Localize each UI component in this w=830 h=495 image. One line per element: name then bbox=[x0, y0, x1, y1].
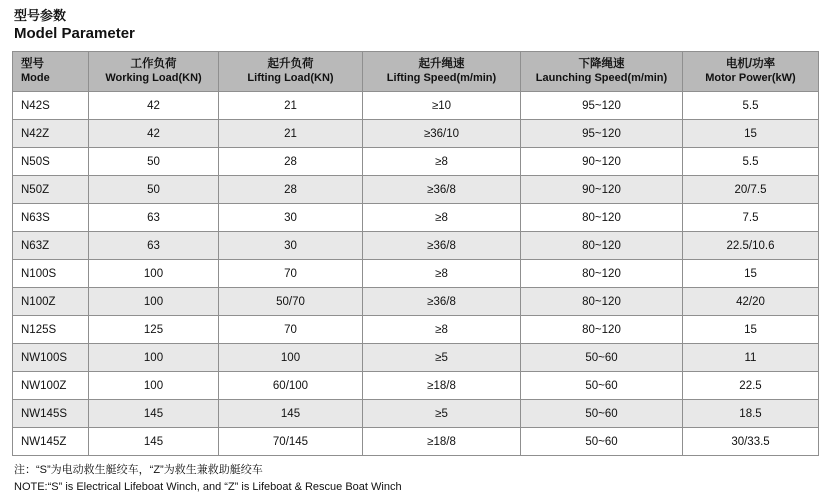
cell-lifting-load: 100 bbox=[219, 344, 363, 372]
cell-lifting-speed: ≥8 bbox=[363, 260, 521, 288]
cell-lifting-load: 28 bbox=[219, 176, 363, 204]
column-header-launching-speed-cn: 下降绳速 bbox=[578, 58, 625, 70]
cell-launching-speed: 90~120 bbox=[521, 176, 683, 204]
cell-model: N100Z bbox=[13, 288, 89, 316]
cell-motor-power: 7.5 bbox=[683, 204, 819, 232]
cell-launching-speed: 80~120 bbox=[521, 316, 683, 344]
column-header-lifting-load-cn: 起升负荷 bbox=[267, 58, 314, 70]
cell-motor-power: 5.5 bbox=[683, 148, 819, 176]
cell-lifting-speed: ≥36/8 bbox=[363, 176, 521, 204]
cell-motor-power: 42/20 bbox=[683, 288, 819, 316]
column-header-launching-speed bbox=[521, 52, 683, 92]
cell-motor-power: 18.5 bbox=[683, 400, 819, 428]
cell-lifting-load: 30 bbox=[219, 204, 363, 232]
column-header-motor-power-cn: 电机/功率 bbox=[725, 58, 776, 70]
cell-model: N125S bbox=[13, 316, 89, 344]
cell-launching-speed: 80~120 bbox=[521, 260, 683, 288]
page-title bbox=[14, 8, 818, 43]
cell-working-load: 100 bbox=[89, 344, 219, 372]
model-parameter-table bbox=[12, 51, 819, 456]
cell-working-load: 50 bbox=[89, 176, 219, 204]
table-row bbox=[13, 120, 819, 148]
table-header bbox=[13, 52, 819, 92]
cell-lifting-load: 30 bbox=[219, 232, 363, 260]
table-row bbox=[13, 372, 819, 400]
cell-model: NW145S bbox=[13, 400, 89, 428]
cell-lifting-speed: ≥8 bbox=[363, 148, 521, 176]
table-row bbox=[13, 316, 819, 344]
cell-motor-power: 20/7.5 bbox=[683, 176, 819, 204]
cell-working-load: 50 bbox=[89, 148, 219, 176]
column-header-working-load bbox=[89, 52, 219, 92]
cell-launching-speed: 95~120 bbox=[521, 92, 683, 120]
column-header-lifting-speed-en: Lifting Speed(m/min) bbox=[386, 72, 497, 84]
cell-working-load: 42 bbox=[89, 120, 219, 148]
table-row bbox=[13, 288, 819, 316]
cell-motor-power: 15 bbox=[683, 260, 819, 288]
cell-model: N42Z bbox=[13, 120, 89, 148]
cell-motor-power: 22.5/10.6 bbox=[683, 232, 819, 260]
cell-motor-power: 30/33.5 bbox=[683, 428, 819, 456]
cell-lifting-load: 145 bbox=[219, 400, 363, 428]
column-header-model bbox=[13, 52, 89, 92]
cell-motor-power: 11 bbox=[683, 344, 819, 372]
cell-lifting-speed: ≥36/8 bbox=[363, 232, 521, 260]
table-row bbox=[13, 148, 819, 176]
cell-model: NW145Z bbox=[13, 428, 89, 456]
column-header-launching-speed-en: Launching Speed(m/min) bbox=[535, 72, 668, 84]
cell-lifting-load: 28 bbox=[219, 148, 363, 176]
note-cn: 注：“S”为电动救生艇绞车，“Z”为救生兼救助艇绞车 bbox=[14, 464, 263, 476]
column-header-model-cn: 型号 bbox=[21, 58, 44, 70]
cell-lifting-speed: ≥36/8 bbox=[363, 288, 521, 316]
table-row bbox=[13, 400, 819, 428]
cell-launching-speed: 50~60 bbox=[521, 400, 683, 428]
cell-motor-power: 22.5 bbox=[683, 372, 819, 400]
cell-lifting-load: 60/100 bbox=[219, 372, 363, 400]
cell-motor-power: 15 bbox=[683, 316, 819, 344]
page-title-cn: 型号参数 bbox=[14, 8, 67, 23]
cell-launching-speed: 80~120 bbox=[521, 288, 683, 316]
cell-lifting-speed: ≥36/10 bbox=[363, 120, 521, 148]
cell-launching-speed: 50~60 bbox=[521, 372, 683, 400]
cell-motor-power: 5.5 bbox=[683, 92, 819, 120]
cell-model: NW100S bbox=[13, 344, 89, 372]
cell-lifting-load: 21 bbox=[219, 120, 363, 148]
cell-launching-speed: 50~60 bbox=[521, 428, 683, 456]
cell-lifting-speed: ≥5 bbox=[363, 400, 521, 428]
cell-working-load: 63 bbox=[89, 204, 219, 232]
cell-lifting-load: 70/145 bbox=[219, 428, 363, 456]
page-title-en: Model Parameter bbox=[14, 25, 135, 42]
cell-lifting-speed: ≥8 bbox=[363, 204, 521, 232]
cell-lifting-load: 21 bbox=[219, 92, 363, 120]
cell-model: NW100Z bbox=[13, 372, 89, 400]
cell-model: N100S bbox=[13, 260, 89, 288]
table-header-row bbox=[13, 52, 819, 92]
column-header-lifting-speed-cn: 起升绳速 bbox=[418, 58, 465, 70]
table-notes bbox=[14, 463, 818, 495]
cell-working-load: 63 bbox=[89, 232, 219, 260]
column-header-model-en: Mode bbox=[21, 72, 50, 84]
table-row bbox=[13, 204, 819, 232]
cell-lifting-speed: ≥10 bbox=[363, 92, 521, 120]
column-header-lifting-speed bbox=[363, 52, 521, 92]
cell-working-load: 145 bbox=[89, 400, 219, 428]
cell-launching-speed: 80~120 bbox=[521, 232, 683, 260]
table-body bbox=[13, 92, 819, 456]
table-row bbox=[13, 232, 819, 260]
column-header-working-load-en: Working Load(KN) bbox=[105, 72, 202, 84]
table-row bbox=[13, 260, 819, 288]
cell-working-load: 145 bbox=[89, 428, 219, 456]
cell-working-load: 100 bbox=[89, 372, 219, 400]
cell-lifting-speed: ≥18/8 bbox=[363, 372, 521, 400]
cell-working-load: 100 bbox=[89, 260, 219, 288]
cell-launching-speed: 80~120 bbox=[521, 204, 683, 232]
cell-model: N50S bbox=[13, 148, 89, 176]
note-en: NOTE:“S” is Electrical Lifeboat Winch, and “Z” is Lifeboat & Rescue Boat Winch bbox=[14, 481, 402, 493]
table-row bbox=[13, 176, 819, 204]
cell-launching-speed: 90~120 bbox=[521, 148, 683, 176]
cell-lifting-speed: ≥8 bbox=[363, 316, 521, 344]
column-header-lifting-load bbox=[219, 52, 363, 92]
cell-model: N63S bbox=[13, 204, 89, 232]
cell-lifting-load: 70 bbox=[219, 316, 363, 344]
cell-launching-speed: 95~120 bbox=[521, 120, 683, 148]
column-header-motor-power-en: Motor Power(kW) bbox=[705, 72, 796, 84]
cell-launching-speed: 50~60 bbox=[521, 344, 683, 372]
table-row bbox=[13, 92, 819, 120]
cell-working-load: 42 bbox=[89, 92, 219, 120]
column-header-motor-power bbox=[683, 52, 819, 92]
cell-lifting-speed: ≥5 bbox=[363, 344, 521, 372]
column-header-lifting-load-en: Lifting Load(KN) bbox=[247, 72, 334, 84]
column-header-working-load-cn: 工作负荷 bbox=[130, 58, 177, 70]
cell-motor-power: 15 bbox=[683, 120, 819, 148]
table-row bbox=[13, 344, 819, 372]
cell-model: N63Z bbox=[13, 232, 89, 260]
cell-model: N50Z bbox=[13, 176, 89, 204]
cell-model: N42S bbox=[13, 92, 89, 120]
cell-lifting-load: 50/70 bbox=[219, 288, 363, 316]
cell-working-load: 100 bbox=[89, 288, 219, 316]
cell-lifting-speed: ≥18/8 bbox=[363, 428, 521, 456]
cell-lifting-load: 70 bbox=[219, 260, 363, 288]
table-row bbox=[13, 428, 819, 456]
cell-working-load: 125 bbox=[89, 316, 219, 344]
